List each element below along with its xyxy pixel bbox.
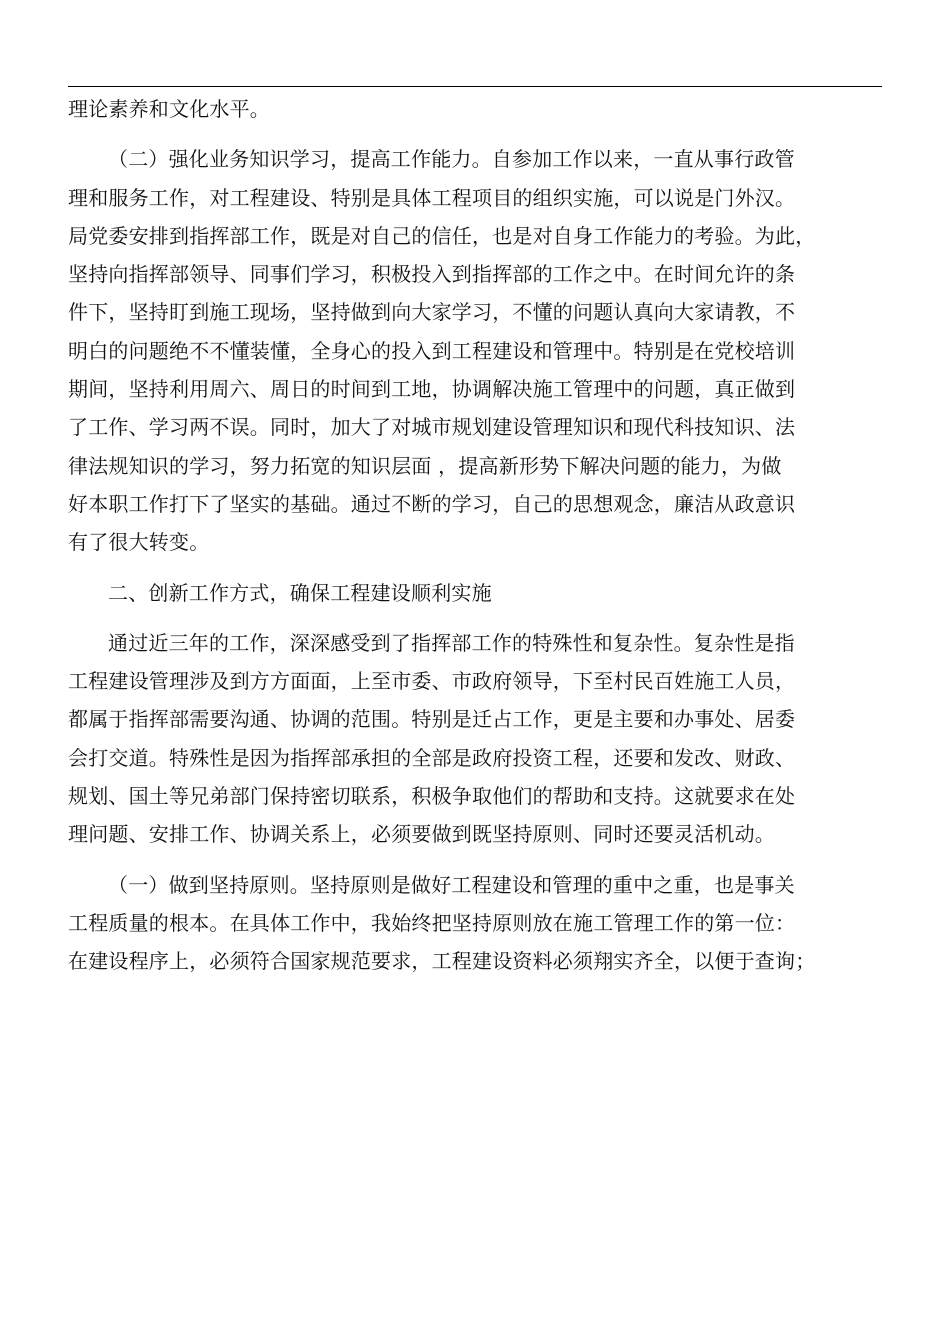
text-line: 了工作、学习两不误。同时，加大了对城市规划建设管理知识和现代科技知识、法	[68, 415, 796, 440]
header-rule	[68, 86, 882, 87]
text-line: 理问题、安排工作、协调关系上，必须要做到既坚持原则、同时还要灵活机动。	[68, 822, 775, 847]
text-line: 有了很大转变。	[68, 530, 210, 555]
text-line: 明白的问题绝不不懂装懂，全身心的投入到工程建设和管理中。特别是在党校培训	[68, 338, 796, 363]
section-heading: 二、创新工作方式，确保工程建设顺利实施	[108, 580, 492, 605]
text-line: 工程建设管理涉及到方方面面，上至市委、市政府领导，下至村民百姓施工人员，	[68, 669, 796, 694]
text-line: 规划、国土等兄弟部门保持密切联系，积极争取他们的帮助和支持。这就要求在处	[68, 784, 796, 809]
text-line: 理论素养和文化水平。	[68, 97, 270, 121]
text-line: 局党委安排到指挥部工作，既是对自己的信任，也是对自身工作能力的考验。为此，	[68, 223, 816, 248]
text-line: 律法规知识的学习，努力拓宽的知识层面 ，提高新形势下解决问题的能力，为做	[68, 453, 782, 478]
text-line: 工程质量的根本。在具体工作中，我始终把坚持原则放在施工管理工作的第一位：	[68, 910, 796, 935]
text-line: 都属于指挥部需要沟通、协调的范围。特别是迁占工作，更是主要和办事处、居委	[68, 707, 796, 732]
text-line: 会打交道。特殊性是因为指挥部承担的全部是政府投资工程，还要和发改、财政、	[68, 745, 796, 770]
text-line: 通过近三年的工作，深深感受到了指挥部工作的特殊性和复杂性。复杂性是指	[108, 630, 795, 655]
text-line: （一）做到坚持原则。坚持原则是做好工程建设和管理的重中之重，也是事关	[108, 872, 795, 897]
text-line: 件下，坚持盯到施工现场，坚持做到向大家学习，不懂的问题认真向大家请教，不	[68, 300, 796, 325]
text-line: 在建设程序上，必须符合国家规范要求，工程建设资料必须翔实齐全，以便于查询；	[68, 949, 816, 974]
text-line: （二）强化业务知识学习，提高工作能力。自参加工作以来，一直从事行政管	[108, 147, 795, 172]
text-line: 理和服务工作，对工程建设、特别是具体工程项目的组织实施，可以说是门外汉。	[68, 185, 796, 210]
body-text	[68, 90, 888, 981]
text-line: 期间，坚持利用周六、周日的时间到工地，协调解决施工管理中的问题，真正做到	[68, 377, 796, 402]
text-line: 好本职工作打下了坚实的基础。通过不断的学习，自己的思想观念，廉洁从政意识	[68, 491, 796, 516]
text-line: 坚持向指挥部领导、同事们学习，积极投入到指挥部的工作之中。在时间允许的条	[68, 262, 796, 287]
